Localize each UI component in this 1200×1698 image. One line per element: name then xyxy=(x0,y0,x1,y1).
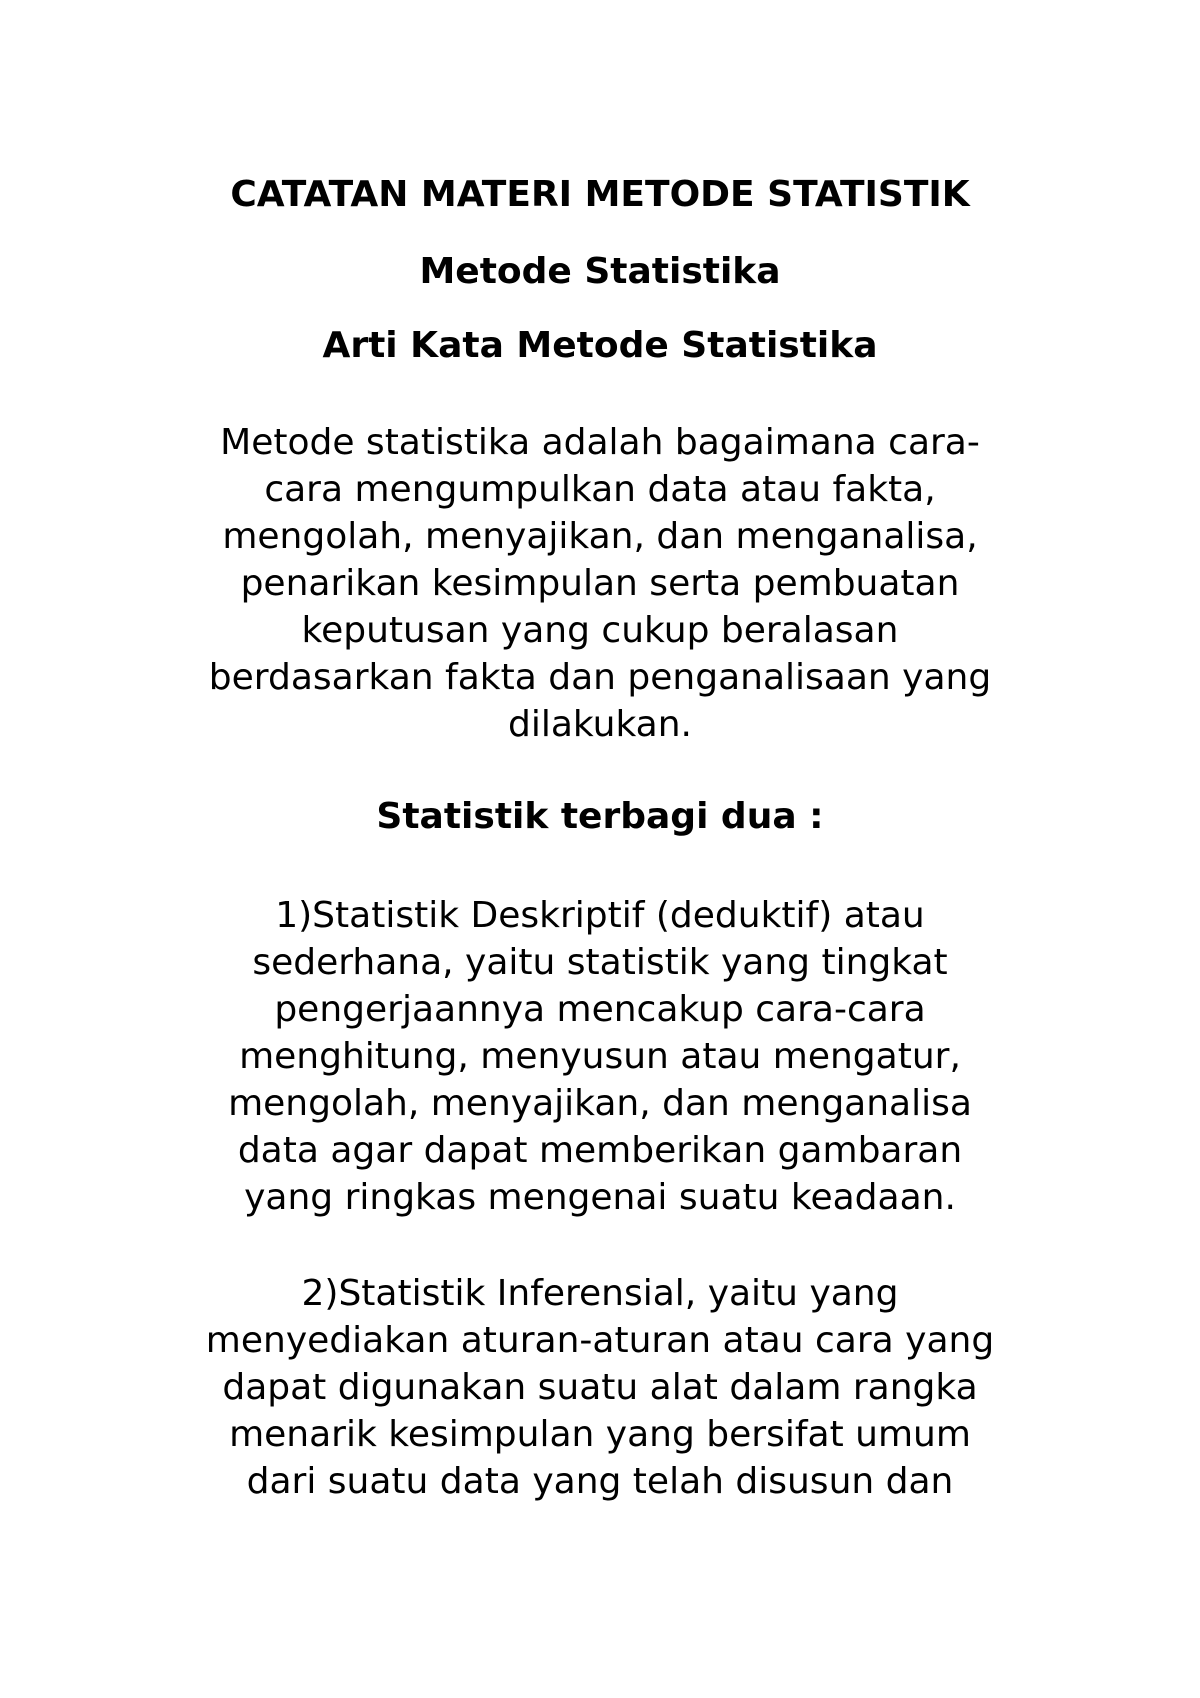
item2-line: menarik kesimpulan yang bersifat umum xyxy=(229,1414,971,1455)
intro-line: mengolah, menyajikan, dan menganalisa, xyxy=(222,516,978,557)
section-heading: Arti Kata Metode Statistika xyxy=(322,325,878,366)
intro-paragraph xyxy=(0,419,1200,748)
division-heading: Statistik terbagi dua : xyxy=(376,796,824,837)
intro-line: Metode statistika adalah bagaimana cara- xyxy=(220,422,980,463)
document-title: CATATAN MATERI METODE STATISTIK xyxy=(230,174,970,215)
item1-line: 1)Statistik Deskriptif (deduktif) atau xyxy=(275,895,925,936)
item1-line: menghitung, menyusun atau mengatur, xyxy=(239,1036,961,1077)
item1-line: data agar dapat memberikan gambaran xyxy=(237,1130,963,1171)
item1-paragraph xyxy=(0,892,1200,1221)
intro-line: berdasarkan fakta dan penganalisaan yang xyxy=(208,657,992,698)
document-subtitle: Metode Statistika xyxy=(419,251,781,292)
item1-line: sederhana, yaitu statistik yang tingkat xyxy=(252,942,948,983)
intro-line: penarikan kesimpulan serta pembuatan xyxy=(240,563,960,604)
item2-line: menyediakan aturan-aturan atau cara yang xyxy=(205,1320,995,1361)
item1-line: pengerjaannya mencakup cara-cara xyxy=(274,989,926,1030)
item2-line: dapat digunakan suatu alat dalam rangka xyxy=(222,1367,978,1408)
item1-line: yang ringkas mengenai suatu keadaan. xyxy=(244,1177,956,1218)
intro-line: keputusan yang cukup beralasan xyxy=(301,610,899,651)
intro-line: cara mengumpulkan data atau fakta, xyxy=(264,469,936,510)
intro-line: dilakukan. xyxy=(507,704,692,745)
item2-line: dari suatu data yang telah disusun dan xyxy=(246,1461,954,1502)
item1-line: mengolah, menyajikan, dan menganalisa xyxy=(228,1083,972,1124)
item2-line: 2)Statistik Inferensial, yaitu yang xyxy=(301,1273,899,1314)
item2-paragraph xyxy=(0,1270,1200,1505)
